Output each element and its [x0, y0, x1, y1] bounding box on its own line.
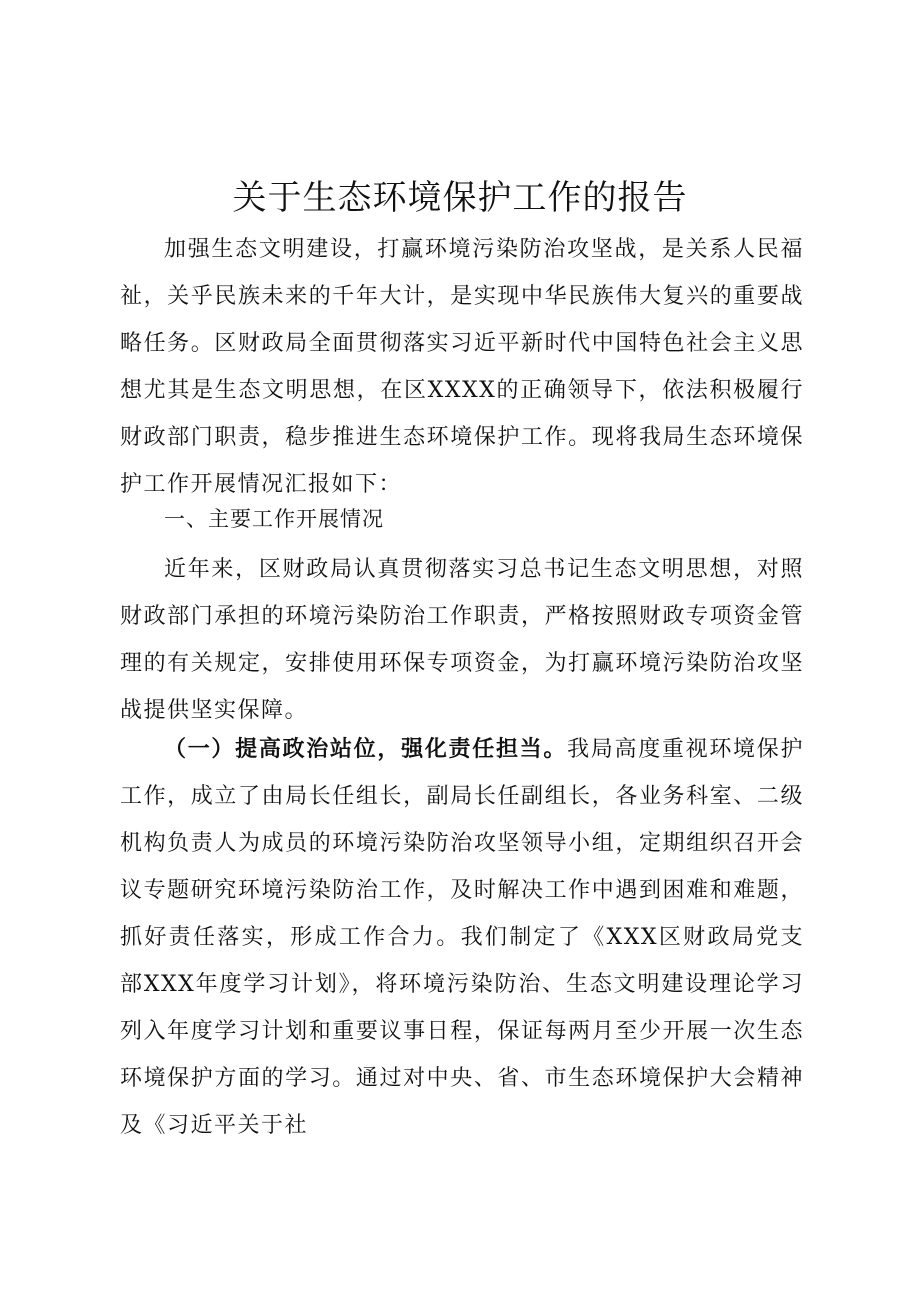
- section-intro-paragraph: 近年来，区财政局认真贯彻落实习总书记生态文明思想，对照财政部门承担的环境污染防治工作职责，严格按照财政专项资金管理的有关规定，安排使用环保专项资金，为打赢环境污染防治攻坚战提供坚实保障。: [120, 557, 804, 723]
- item-paragraph: [120, 726, 804, 1149]
- item-lead: （一）提高政治站位，强化责任担当。: [164, 737, 568, 762]
- document-title: 关于生态环境保护工作的报告: [232, 178, 688, 218]
- intro-paragraph: 加强生态文明建设，打赢环境污染防治攻坚战，是关系人民福祉，关乎民族未来的千年大计，是实现中华民族伟大复兴的重要战略任务。区财政局全面贯彻落实习近平新时代中国特色社会主义思想尤其是生态文明思想，在区XXXX的正确领导下，依法积极履行财政部门职责，稳步推进生态环境保护工作。现将我局生态环境保护工作开展情况汇报如下：: [120, 237, 804, 497]
- section-heading: 一、主要工作开展情况: [164, 507, 384, 531]
- item-body: 我局高度重视环境保护工作，成立了由局长任组长，副局长任副组长，各业务科室、二级机构负责人为成员的环境污染防治攻坚领导小组，定期组织召开会议专题研究环境污染防治工作，及时解决工作中遇到困难和难题，抓好责任落实，形成工作合力。我们制定了《XXX区财政局党支部XXX年度学习计划》，将环境污染防治、生态文明建设理论学习列入年度学习计划和重要议事日程，保证每两月至少开展一次生态环境保护方面的学习。通过对中央、省、市生态环境保护大会精神及《习近平关于社: [120, 737, 804, 1138]
